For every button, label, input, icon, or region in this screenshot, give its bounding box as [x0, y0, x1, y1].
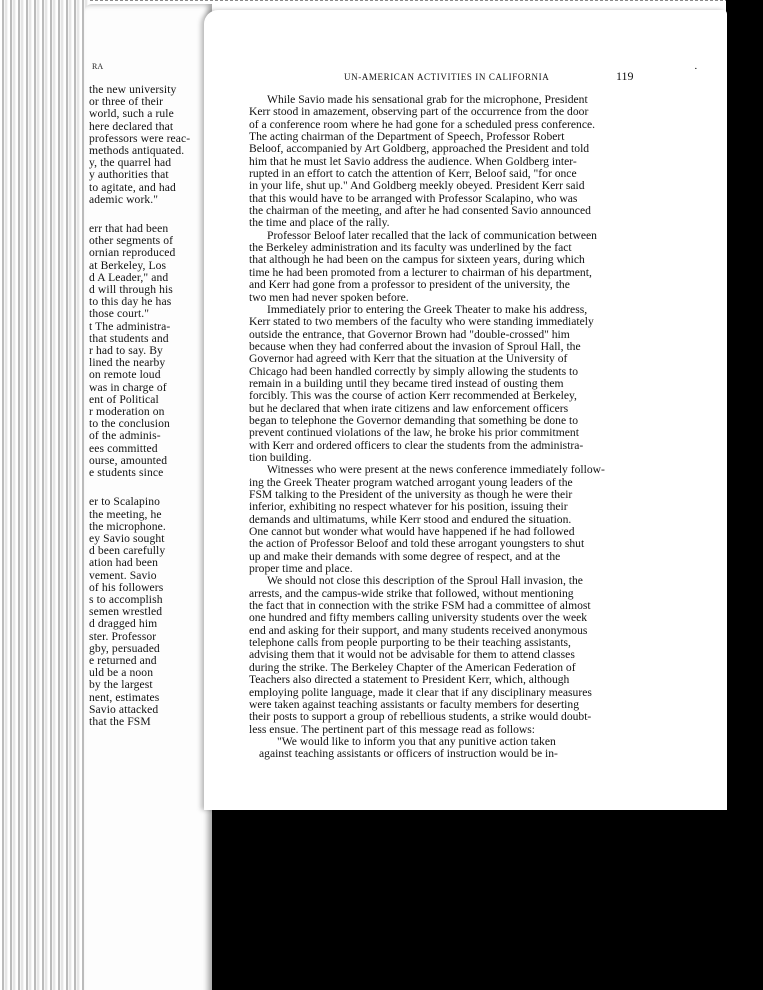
body-line: with Kerr and ordered officers to clear the students from the administra- — [249, 439, 584, 452]
body-line: were taken against teaching assistants or faculty members for deserting — [249, 698, 579, 711]
left-page-line: ornian reproduced — [89, 247, 176, 260]
left-page-line: r moderation on — [89, 406, 165, 419]
body-line: outside the entrance, that Governor Brown had "double-crossed" him — [249, 328, 570, 341]
body-line: the chairman of the meeting, and after he had consented Savio announced — [249, 205, 591, 218]
body-line: during the strike. The Berkeley Chapter of the American Federation of — [249, 661, 576, 674]
left-page-line: vement. Savio — [89, 569, 157, 582]
left-page-line: ees committed — [89, 442, 158, 455]
body-line: Professor Beloof later recalled that the lack of communication between — [267, 229, 597, 242]
left-page-line: lined the nearby — [89, 357, 166, 370]
left-page-line: err that had been — [89, 223, 169, 236]
body-line: the Berkeley administration and its faculty was underlined by the fact — [249, 242, 572, 255]
body-line: two men had never spoken before. — [249, 291, 409, 304]
body-line: While Savio made his sensational grab for the microphone, President — [267, 94, 588, 106]
left-page-line: e students since — [89, 467, 164, 480]
left-page-line: at Berkeley, Los — [89, 259, 167, 272]
left-page-line: that the FSM — [89, 715, 151, 728]
body-line: telephone calls from people purporting to be their teaching assistants, — [249, 637, 571, 650]
body-line: ing the Greek Theater program watched arrogant young leaders of the — [249, 476, 573, 489]
body-line: against teaching assistants or officers of instruction would be in- — [259, 748, 558, 761]
body-line: Teachers also directed a statement to President Kerr, which, although — [249, 674, 570, 687]
body-line: the time and place of the rally. — [249, 217, 390, 230]
left-page-line: ation had been — [89, 557, 159, 570]
body-line: and Kerr had gone from a professor to president of the university, the — [249, 279, 570, 292]
body-line: Kerr stood in amazement, observing part of the occurrence from the door — [249, 106, 589, 119]
left-page-column — [89, 84, 211, 728]
left-page-line: was in charge of — [89, 381, 167, 394]
body-line: time he had been promoted from a lecturer to chairman of his department, — [249, 266, 592, 279]
body-line: tion building. — [249, 451, 312, 464]
left-page-line: er to Scalapino — [89, 496, 161, 509]
left-page-line: gby, persuaded — [89, 642, 160, 655]
left-page-line: d dragged him — [89, 618, 158, 631]
left-page-line: e returned and — [89, 654, 157, 667]
body-line: remain in a building until they became tired instead of ousting them — [249, 377, 564, 390]
left-page-line: the microphone. — [89, 520, 166, 533]
left-page-line: methods antiquated. — [89, 145, 185, 158]
left-page-line: ent of Political — [89, 393, 159, 406]
left-page-line: other segments of — [89, 235, 174, 248]
left-page-line: the new university — [89, 84, 177, 96]
left-page-line: s to accomplish — [89, 593, 163, 606]
left-page-line: or three of their — [89, 96, 164, 109]
left-page-line: d been carefully — [89, 545, 166, 558]
left-page-line: t The administra- — [89, 320, 171, 333]
left-page-line: Savio attacked — [89, 703, 159, 716]
left-page-line: ster. Professor — [89, 630, 157, 643]
left-page-line: nent, estimates — [89, 691, 160, 704]
left-page-line: of the adminis- — [89, 430, 161, 443]
body-line: the action of Professor Beloof and told these arrogant youngsters to shut — [249, 538, 585, 551]
body-text — [249, 94, 637, 761]
left-page-line: the meeting, he — [89, 508, 162, 521]
body-line: arrests, and the campus-wide strike that followed, without mentioning — [249, 587, 574, 600]
left-page-line: y, the quarrel had — [89, 157, 172, 170]
body-line: forcibly. This was the course of action Kerr recommended at Berkeley, — [249, 390, 577, 403]
body-line: demands and ultimatums, while Kerr stood and endured the situation. — [249, 513, 572, 526]
body-line: Beloof, accompanied by Art Goldberg, approached the President and told — [249, 143, 590, 156]
left-page — [84, 4, 212, 990]
body-line: Witnesses who were present at the news conference immediately follow- — [267, 464, 605, 477]
body-line: him that he must let Savio address the audience. When Goldberg inter- — [249, 155, 577, 168]
body-line: Kerr stated to two members of the faculty who were standing immediately — [249, 316, 594, 329]
body-line: "We would like to inform you that any punitive action taken — [277, 735, 556, 748]
left-page-line: r had to say. By — [89, 345, 163, 358]
body-line: employing polite language, made it clear that if any disciplinary measures — [249, 686, 592, 699]
body-line: Chicago had been handled correctly by simply allowing the students to — [249, 365, 579, 378]
body-line: less ensue. The pertinent part of this message read as follows: — [249, 723, 536, 736]
left-page-line: uld be a noon — [89, 667, 154, 680]
left-page-line: d will through his — [89, 284, 173, 297]
body-line: Immediately prior to entering the Greek Theater to make his address, — [267, 303, 588, 316]
left-page-line: to the conclusion — [89, 418, 170, 431]
left-page-line: y authorities that — [89, 169, 169, 182]
body-line: One cannot but wonder what would have happened if he had followed — [249, 526, 575, 539]
left-page-line: d A Leader," and — [89, 271, 169, 284]
body-line: began to telephone the Governor demanding that something be done to — [249, 414, 579, 427]
body-line: The acting chairman of the Department of Speech, Professor Robert — [249, 131, 565, 144]
body-line: that although he had been on the campus for sixteen years, during which — [249, 254, 585, 267]
body-line: We should not close this description of the Sproul Hall invasion, the — [267, 575, 583, 588]
left-page-line: ourse, amounted — [89, 454, 168, 467]
body-line: the fact that in connection with the strike FSM had a committee of almost — [249, 600, 591, 613]
body-line: inferior, exhibiting no respect whatever for his position, issuing their — [249, 501, 568, 514]
body-line: of a conference room where he had gone for a scheduled press conference. — [249, 118, 596, 131]
body-line: proper time and place. — [249, 563, 353, 576]
left-page-line: that students and — [89, 332, 169, 345]
left-page-marker: RA — [92, 62, 104, 71]
left-page-line: on remote loud — [89, 369, 161, 382]
body-line: in your life, shut up." And Goldberg meekly obeyed. President Kerr said — [249, 180, 585, 193]
left-page-line: of his followers — [89, 581, 164, 594]
body-line: prevent continued violations of the law, he broke his prior commitment — [249, 427, 579, 440]
right-page — [204, 10, 727, 810]
body-line: one hundred and fifty members calling university students over the week — [249, 612, 588, 625]
body-line: but he declared that when irate citizens and law enforcement officers — [249, 402, 569, 415]
paragraph-gap — [89, 479, 211, 496]
book-gutter-edge — [0, 0, 90, 990]
left-page-line: world, such a rule — [89, 108, 174, 121]
left-page-line: by the largest — [89, 679, 153, 692]
body-line: up and make their demands with some degree of respect, and at the — [249, 550, 561, 563]
body-line: rupted in an effort to catch the attention of Kerr, Beloof said, "for once — [249, 168, 577, 181]
body-line: advising them that it would not be advisable for them to attend classes — [249, 649, 575, 662]
running-head: UN-AMERICAN ACTIVITIES IN CALIFORNIA — [344, 72, 550, 82]
body-line: Governor had agreed with Kerr that the situation at the University of — [249, 353, 568, 366]
body-line: FSM talking to the President of the university as though he were their — [249, 489, 573, 501]
body-line: that this would have to be arranged with Professor Scalapino, who was — [249, 192, 578, 205]
body-line: end and asking for their support, and many students received anonymous — [249, 624, 588, 637]
left-page-line: to this day he has — [89, 296, 172, 309]
left-page-line: professors were reac- — [89, 132, 191, 145]
left-page-line: here declared that — [89, 120, 174, 133]
left-page-line: to agitate, and had — [89, 181, 176, 194]
margin-mark: ‌· — [694, 63, 698, 75]
left-page-line: ey Savio sought — [89, 532, 165, 545]
body-line: because when they had conferred about the invasion of Sproul Hall, the — [249, 340, 581, 353]
left-page-line: ademic work." — [89, 193, 159, 206]
left-page-line: those court." — [89, 308, 150, 321]
paragraph-gap — [89, 206, 211, 223]
body-line: their posts to support a group of rebellious students, a strike would doubt- — [249, 711, 592, 724]
page-number: 119 — [616, 69, 634, 83]
left-page-line: semen wrestled — [89, 606, 163, 619]
